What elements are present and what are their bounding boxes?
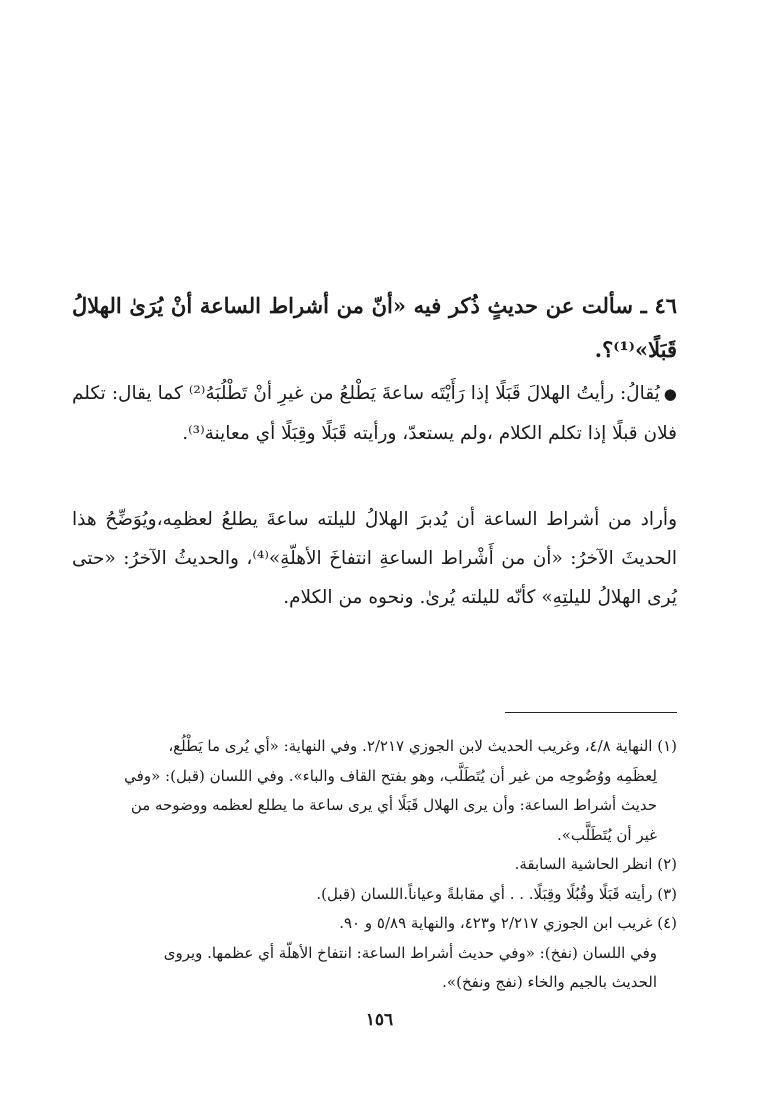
footnote-4-line-1: (٤) غريب ابن الجوزي ٢/٢١٧ و٤٢٣، والنهاية ٥/٨٩ و ٩٠. (339, 914, 677, 932)
footnote-1-line-1: (١) النهاية ٤/٨، وغريب الحديث لابن الجوزي ٢/٢١٧. وفي النهاية: «أي يُرى ما يَطْلُع، (168, 737, 677, 755)
footnote-4-line-2: وفي اللسان (نفخ): «وفي حديث أشراط الساعة: انتفاخ الأهلّة أي عظمها. ويروى (163, 943, 657, 962)
answer-paragraph-2: وأراد من أشراط الساعة أن يُدبرَ الهلالُ لليلته ساعةَ يطلعُ لعظمِه،ويُوَضِّحُ هذا الحديثَ الآخرُ: «أن من أَشْراط الساعةِ انتفاخَ الأهلّةِ»⁽⁴⁾، والحديثُ الآخرُ: «حتى يُرى الهلالُ لليلتِهِ» كأنّه لليلته يُرىٰ. ونحوه من الكلام. (72, 509, 677, 608)
footnote-4-line-3: الحديث بالجيم والخاء (نفج ونفخ)». (442, 973, 657, 991)
page-number: ١٥٦ (365, 1010, 394, 1030)
footnote-1-line-4: غير أن يُتَطَلَّب». (556, 825, 657, 844)
footnote-1-line-3: حديث أشراط الساعة: وأن يرى الهلال قَبَلًا أي يرى ساعة ما يطلع لعظمه ووضوحه من (130, 796, 657, 814)
question-heading: ٤٦ ـ سألت عن حديثٍ ذُكر فيه «أنّ من أشراط الساعة أنْ يُرَىٰ الهلالُ قَبَلًا»⁽¹⁾؟. (72, 293, 677, 362)
footnote-2: (٢) انظر الحاشية السابقة. (514, 855, 677, 873)
footnote-3: (٣) رأيته قَبَلًا وقُبُلًا وقِبَلًا. . . أي مقابلةً وعياناً.اللسان (قبل). (316, 884, 677, 903)
answer-paragraph-1 (72, 374, 677, 453)
footnotes (72, 732, 677, 998)
answer-paragraph-1-text: يُقالُ: رأيتُ الهلالَ قَبَلًا إذا رَأَيْتَه ساعةَ يَطْلعُ من غيرِ أنْ تَطْلُبَهُ⁽²⁾ كما يقال: تكلم فلان قبلًا إذا تكلم الكلام ،ولم يستعدّ، ورأيته قَبَلًا وقِبَلًا أي معاينة⁽³⁾. (72, 383, 677, 444)
bullet-icon: ● (663, 385, 678, 403)
footnote-1-line-2: لِعظَمِه ووُضُوحِه من غير أن يُتَطَلَّب، وهو بفتح القاف والباء». وفي اللسان (قبل): «وفي (124, 766, 657, 785)
footnote-divider (505, 712, 677, 713)
